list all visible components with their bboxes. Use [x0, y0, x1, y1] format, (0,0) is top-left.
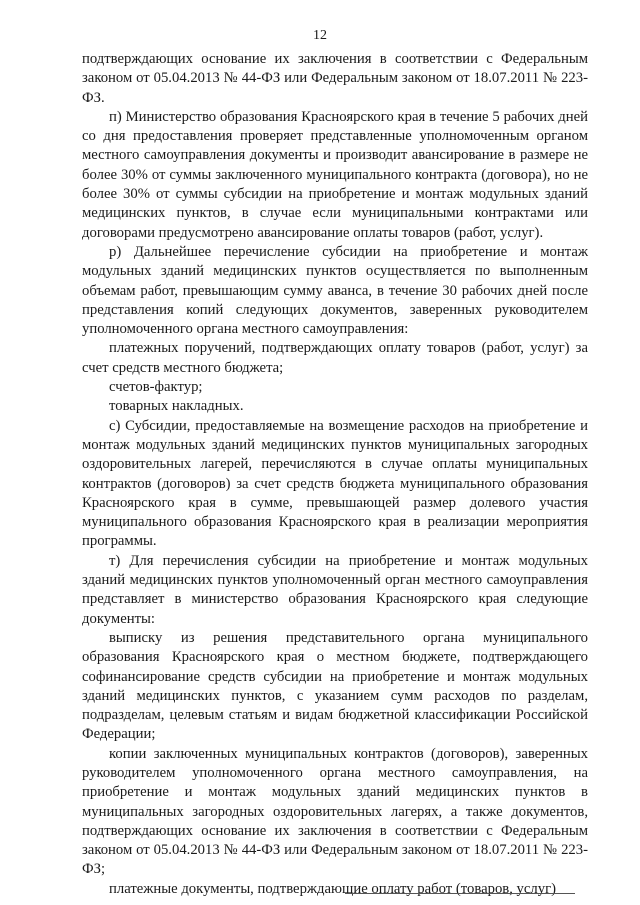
- paragraph-item-p: п) Министерство образования Красноярского края в течение 5 рабочих дней со дня предоставления проверяет представленные уполномоченным органом местного самоуправления документы и производит авансирование в размере не более 30% от суммы заключенного муниципального контракта (договора), но не более 30% от суммы субсидии на приобретение и монтаж модульных зданий медицинских пунктов, в случае если муниципальными контрактами или договорами предусмотрено авансирование оплаты товаров (работ, услуг).: [82, 108, 588, 241]
- paragraph-item-s: с) Субсидии, предоставляемые на возмещение расходов на приобретение и монтаж модульных зданий медицинских пунктов муниципальных загородных оздоровительных лагерей, перечисляются в случае оплаты муниципальных контрактов (договоров) за счет средств бюджета муниципального образования Красноярского края в сумме, превышающей размер долевого участия муниципального образования Красноярского края в реализации мероприятия программы.: [82, 417, 588, 550]
- paragraph-invoices: счетов-фактур;: [109, 379, 203, 396]
- paragraph-budget-extract: выписку из решения представительного органа муниципального образования Красноярского края о местном бюджете, подтверждающего софинансирование средств субсидии на приобретение и монтаж модульных зданий медицинских пунктов, с указанием сумм расходов по разделам, подразделам, целевым статьям и видам бюджетной классификации Российской Федерации;: [82, 629, 588, 743]
- paragraph-payment-orders: платежных поручений, подтверждающих оплату товаров (работ, услуг) за счет средств местного бюджета;: [82, 340, 588, 376]
- paragraph-contract-copies: копии заключенных муниципальных контрактов (договоров), заверенных руководителем уполномоченного органа местного самоуправления, на приобретение и монтаж модульных зданий медицинских пунктов в муниципальных загородных оздоровительных лагерях, а также документов, подтверждающих основание их заключения в соответствии с Федеральным законом от 05.04.2013 № 44-ФЗ или Федеральным законом от 18.07.2011 № 223-ФЗ;: [82, 745, 588, 878]
- paragraph-item-t: т) Для перечисления субсидии на приобретение и монтаж модульных зданий медицинских пунктов уполномоченный орган местного самоуправления представляет в министерство образования Красноярского края следующие документы:: [82, 552, 588, 627]
- paragraph-continuation: подтверждающих основание их заключения в соответствии с Федеральным законом от 05.04.2013 № 44-ФЗ или Федеральным законом от 18.07.2011 № 223-ФЗ.: [82, 51, 588, 106]
- page-number: 12: [313, 28, 327, 43]
- document-body: [82, 50, 588, 899]
- paragraph-item-r: р) Дальнейшее перечисление субсидии на приобретение и монтаж модульных зданий медицинских пунктов осуществляется по выполненным объемам работ, превышающим сумму аванса, в течение 30 рабочих дней после представления копий следующих документов, заверенных руководителем уполномоченного органа местного самоуправления:: [82, 243, 588, 338]
- paragraph-payment-documents: платежные документы, подтверждающие оплату работ (товаров, услуг): [109, 880, 557, 897]
- paragraph-waybills: товарных накладных.: [109, 398, 244, 415]
- scan-edge-line: [345, 893, 575, 894]
